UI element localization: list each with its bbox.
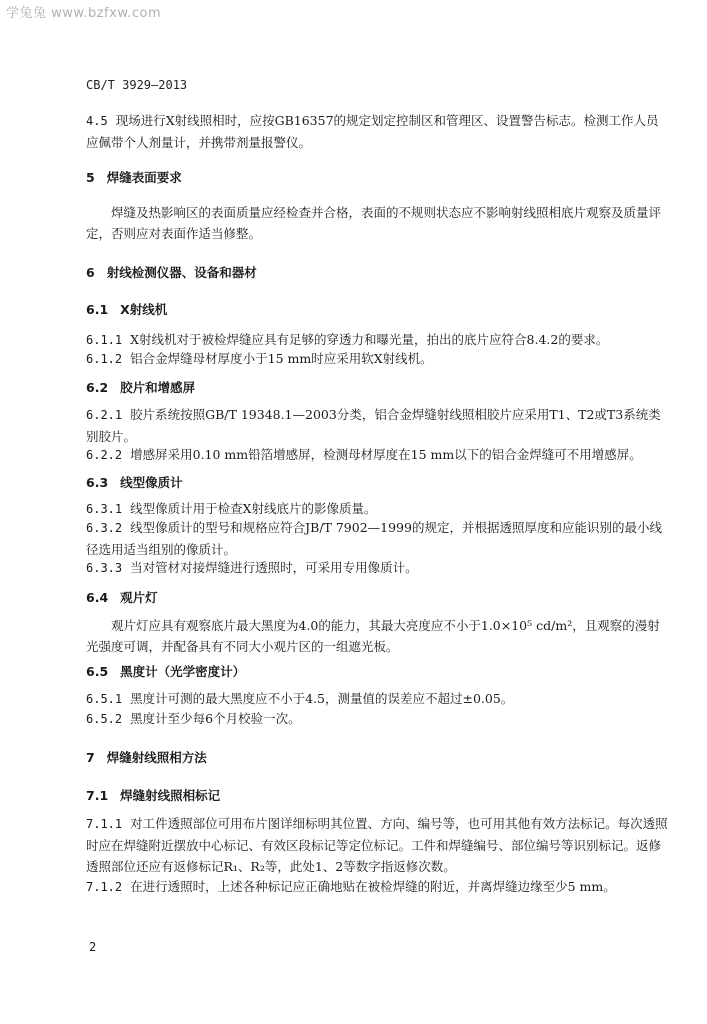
section-5-heading — [86, 168, 182, 186]
section-number: 6 — [86, 265, 95, 280]
section-title: 射线检测仪器、设备和器材 — [106, 265, 257, 280]
clause-text: 铝合金焊缝母材厚度小于15 mm时应采用软X射线机。 — [130, 351, 433, 366]
clause-4-5 — [86, 110, 671, 153]
section-title: 焊缝射线照相方法 — [106, 750, 207, 765]
clause-6-5-2 — [86, 708, 671, 730]
clause-6-3-2 — [86, 517, 671, 560]
subsection-title: 黑度计（光学密度计） — [120, 664, 246, 679]
section-5-paragraph: 焊缝及热影响区的表面质量应经检查并合格，表面的不规则状态应不影响射线照相底片观察及质量评定，否则应对表面作适当修整。 — [86, 205, 662, 241]
clause-number: 7.1.1 — [86, 817, 123, 831]
subsection-title: 线型像质计 — [120, 475, 183, 490]
page-number: 2 — [89, 940, 97, 954]
clause-6-1-2 — [86, 348, 671, 370]
clause-text: 对工件透照部位可用布片图详细标明其位置、方向、编号等，也可用其他有效方法标记。每次透照时应在焊缝附近摆放中心标记、有效区段标记等定位标记。工件和焊缝编号、部位编号等识别标记。返修透照部位还应有返修标记R₁、R₂等，此处1、2等数字指返修次数。 — [86, 816, 668, 874]
subsection-number: 7.1 — [86, 788, 109, 803]
clause-text: 胶片系统按照GB/T 19348.1—2003分类，铝合金焊缝射线照相胶片应采用T1、T2或T3系统类别胶片。 — [86, 407, 661, 444]
clause-text: X射线机对于被检焊缝应具有足够的穿透力和曝光量，拍出的底片应符合8.4.2的要求。 — [130, 332, 609, 347]
clause-text: 线型像质计用于检查X射线底片的影像质量。 — [130, 501, 377, 516]
subsection-title: 观片灯 — [120, 590, 158, 605]
clause-6-2-2 — [86, 444, 671, 466]
watermark: 学兔兔 www.bzfxw.com — [6, 6, 162, 21]
section-7-heading — [86, 748, 207, 766]
clause-number: 6.5.1 — [86, 692, 123, 706]
subsection-6-4-heading — [86, 588, 158, 606]
subsection-7-1-heading — [86, 786, 220, 804]
clause-text: 黑度计至少每6个月校验一次。 — [130, 711, 301, 726]
subsection-6-3-heading — [86, 473, 183, 491]
clause-6-5-1 — [86, 688, 671, 710]
subsection-6-5-heading — [86, 662, 245, 680]
section-number: 7 — [86, 750, 95, 765]
clause-number: 6.2.1 — [86, 408, 123, 422]
clause-7-1-2 — [86, 876, 671, 898]
subsection-title: X射线机 — [120, 302, 168, 317]
clause-text: 线型像质计的型号和规格应符合JB/T 7902—1999的规定，并根据透照厚度和应能识别的最小线径选用适当组别的像质计。 — [86, 520, 662, 557]
clause-number: 6.1.2 — [86, 352, 123, 366]
clause-number: 6.5.2 — [86, 712, 123, 726]
clause-text: 黑度计可测的最大黑度应不小于4.5，测量值的误差应不超过±0.05。 — [130, 691, 514, 706]
clause-6-3-3 — [86, 557, 671, 579]
subsection-6-1-heading — [86, 300, 167, 318]
clause-text: 现场进行X射线照相时，应按GB16357的规定划定控制区和管理区、设置警告标志。检测工作人员应佩带个人剂量计，并携带剂量报警仪。 — [86, 113, 659, 150]
section-6-heading — [86, 263, 257, 281]
subsection-6-4-paragraph: 观片灯应具有观察底片最大黑度为4.0的能力，其最大亮度应不小于1.0×10⁵ cd/m²，且观察的漫射光强度可调，并配备具有不同大小观片区的一组遮光板。 — [86, 618, 660, 654]
clause-text: 当对管材对接焊缝进行透照时，可采用专用像质计。 — [130, 560, 418, 575]
subsection-number: 6.5 — [86, 664, 109, 679]
subsection-number: 6.4 — [86, 590, 109, 605]
clause-number: 6.3.2 — [86, 521, 123, 535]
clause-text: 增感屏采用0.10 mm铅箔增感屏，检测母材厚度在15 mm以下的铝合金焊缝可不用增感屏。 — [130, 447, 642, 462]
clause-number: 6.3.3 — [86, 561, 123, 575]
section-number: 5 — [86, 170, 95, 185]
clause-number: 4.5 — [86, 114, 108, 128]
standard-number-header: CB/T 3929—2013 — [86, 78, 188, 92]
subsection-6-2-heading — [86, 378, 195, 396]
clause-number: 6.2.2 — [86, 448, 123, 462]
clause-7-1-1 — [86, 813, 671, 877]
subsection-number: 6.3 — [86, 475, 109, 490]
subsection-number: 6.2 — [86, 380, 109, 395]
clause-number: 7.1.2 — [86, 880, 123, 894]
subsection-title: 胶片和增感屏 — [120, 380, 196, 395]
subsection-number: 6.1 — [86, 302, 109, 317]
clause-text: 在进行透照时，上述各种标记应正确地贴在被检焊缝的附近，并离焊缝边缘至少5 mm。 — [130, 879, 616, 894]
subsection-title: 焊缝射线照相标记 — [120, 788, 221, 803]
clause-6-2-1 — [86, 404, 671, 447]
clause-number: 6.3.1 — [86, 502, 123, 516]
clause-number: 6.1.1 — [86, 333, 123, 347]
section-title: 焊缝表面要求 — [106, 170, 182, 185]
